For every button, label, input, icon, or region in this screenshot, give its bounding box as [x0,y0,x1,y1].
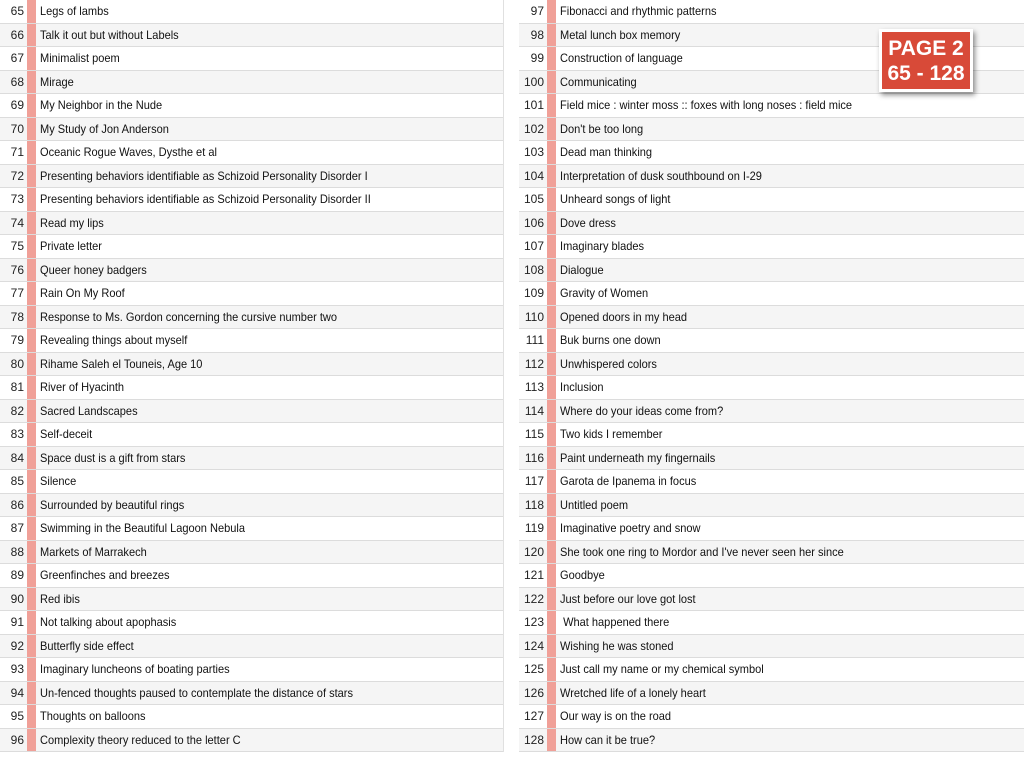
poem-title: Construction of language [560,51,683,66]
row-number: 125 [523,662,544,677]
table-row [519,423,1024,447]
table-row [0,306,503,330]
row-marker-bar [27,0,36,23]
row-marker-bar [27,47,36,70]
poem-title: Queer honey badgers [40,262,147,277]
poem-title: Response to Ms. Gordon concerning the cursive number two [40,309,338,324]
poem-title: Red ibis [40,591,80,606]
table-row [0,541,503,565]
table-row [0,658,503,682]
row-marker-bar [547,165,556,188]
table-row [519,282,1024,306]
table-row [0,212,503,236]
poem-title: Paint underneath my fingernails [560,450,716,465]
table-row [0,564,503,588]
row-marker-bar [547,306,556,329]
row-marker-bar [27,635,36,658]
table-row [519,376,1024,400]
table-row [519,705,1024,729]
row-number: 87 [10,521,24,536]
table-row [0,400,503,424]
row-number: 83 [10,427,24,442]
poem-title: Not talking about apophasis [40,615,177,630]
row-marker-bar [27,94,36,117]
row-number: 119 [524,521,544,536]
row-number: 101 [523,98,544,113]
poem-title: Two kids I remember [560,427,663,442]
table-row [0,188,503,212]
row-number: 95 [10,709,24,724]
row-marker-bar [547,541,556,564]
table-row [519,306,1024,330]
row-number: 91 [10,615,24,630]
page-badge-range: 65 - 128 [887,61,965,85]
row-number: 107 [523,239,544,254]
row-marker-bar [27,24,36,47]
row-number: 106 [523,215,544,230]
poem-title: Just before our love got lost [560,591,696,606]
row-marker-bar [27,118,36,141]
row-number: 104 [523,168,544,183]
table-row [519,353,1024,377]
table-row [519,94,1024,118]
poem-title: Markets of Marrakech [40,544,147,559]
poem-title: My Neighbor in the Nude [40,98,163,113]
row-marker-bar [547,141,556,164]
row-marker-bar [27,353,36,376]
table-row [0,494,503,518]
row-marker-bar [27,588,36,611]
row-marker-bar [547,259,556,282]
row-number: 115 [524,427,544,442]
table-row [0,329,503,353]
table-row [0,682,503,706]
row-number: 122 [523,591,544,606]
poem-title: Swimming in the Beautiful Lagoon Nebula [40,521,245,536]
row-number: 78 [10,309,24,324]
poem-title: Greenfinches and breezes [40,568,170,583]
right-poem-table [519,0,1024,752]
row-number: 124 [523,638,544,653]
row-number: 118 [524,497,544,512]
row-number: 111 [525,333,544,348]
poem-title: My Study of Jon Anderson [40,121,169,136]
row-number: 79 [10,333,24,348]
poem-title: Mirage [40,74,74,89]
row-marker-bar [547,188,556,211]
poem-title: She took one ring to Mordor and I've never seen her since [560,544,844,559]
table-row [0,588,503,612]
row-marker-bar [547,282,556,305]
row-marker-bar [27,400,36,423]
table-row [0,376,503,400]
row-number: 77 [10,286,24,301]
row-marker-bar [547,118,556,141]
table-row [519,141,1024,165]
row-number: 96 [10,732,24,747]
row-number: 85 [10,474,24,489]
row-marker-bar [27,282,36,305]
row-marker-bar [27,71,36,94]
row-number: 70 [10,121,24,136]
row-number: 80 [10,356,24,371]
row-marker-bar [27,447,36,470]
poem-title: Imaginary luncheons of boating parties [40,662,230,677]
table-row [0,235,503,259]
row-number: 108 [523,262,544,277]
poem-title: Rain On My Roof [40,286,125,301]
poem-title: Where do your ideas come from? [560,403,724,418]
table-row [519,329,1024,353]
poem-title: Silence [40,474,77,489]
poem-title: Fibonacci and rhythmic patterns [560,4,717,19]
row-number: 69 [10,98,24,113]
row-marker-bar [547,564,556,587]
poem-title: Untitled poem [560,497,629,512]
row-marker-bar [27,306,36,329]
row-marker-bar [547,329,556,352]
row-marker-bar [27,329,36,352]
row-number: 100 [523,74,544,89]
row-marker-bar [547,353,556,376]
row-number: 128 [523,732,544,747]
row-number: 73 [10,192,24,207]
row-marker-bar [27,729,36,752]
poem-title: Wretched life of a lonely heart [560,685,706,700]
row-marker-bar [547,24,556,47]
poem-title: River of Hyacinth [40,380,125,395]
poem-title: Goodbye [560,568,605,583]
row-marker-bar [547,705,556,728]
row-number: 121 [523,568,544,583]
table-row [519,564,1024,588]
row-number: 68 [10,74,24,89]
row-marker-bar [547,376,556,399]
table-row [0,118,503,142]
poem-title: Buk burns one down [560,333,661,348]
row-marker-bar [547,658,556,681]
table-row [519,470,1024,494]
table-row [0,47,503,71]
table-row [0,517,503,541]
row-marker-bar [547,470,556,493]
poem-title: Opened doors in my head [560,309,688,324]
row-number: 74 [10,215,24,230]
table-row [519,447,1024,471]
row-marker-bar [27,541,36,564]
row-marker-bar [547,235,556,258]
table-row [519,165,1024,189]
poem-title: Space dust is a gift from stars [40,450,186,465]
row-number: 102 [523,121,544,136]
row-number: 88 [10,544,24,559]
row-number: 93 [10,662,24,677]
poem-title: Private letter [40,239,102,254]
row-number: 117 [524,474,544,489]
poem-title: How can it be true? [560,732,656,747]
row-number: 123 [523,615,544,630]
poem-title: Thoughts on balloons [40,709,146,724]
row-marker-bar [547,0,556,23]
table-row [0,470,503,494]
row-marker-bar [27,564,36,587]
poem-title: Garota de Ipanema in focus [560,474,697,489]
table-row [519,541,1024,565]
poem-title: Un-fenced thoughts paused to contemplate the distance of stars [40,685,354,700]
poem-title: Just call my name or my chemical symbol [560,662,764,677]
row-marker-bar [27,423,36,446]
poem-title: Unwhispered colors [560,356,657,371]
table-row [519,588,1024,612]
poem-title: Revealing things about myself [40,333,188,348]
row-number: 71 [10,145,24,160]
row-marker-bar [547,71,556,94]
row-marker-bar [547,682,556,705]
table-row [0,24,503,48]
row-marker-bar [27,470,36,493]
poem-title: Talk it out but without Labels [40,27,179,42]
row-number: 82 [10,403,24,418]
table-row [519,235,1024,259]
poem-title: Dove dress [560,215,616,230]
table-row [519,400,1024,424]
row-marker-bar [547,494,556,517]
table-row [0,447,503,471]
row-number: 97 [530,4,544,19]
left-poem-table [0,0,504,752]
table-row [0,259,503,283]
row-marker-bar [547,611,556,634]
poem-title: Wishing he was stoned [560,638,674,653]
row-marker-bar [547,400,556,423]
row-number: 109 [523,286,544,301]
table-row [519,118,1024,142]
row-marker-bar [27,141,36,164]
poem-title: Gravity of Women [560,286,649,301]
row-number: 66 [10,27,24,42]
row-number: 72 [10,168,24,183]
table-row [0,705,503,729]
table-row [519,517,1024,541]
poem-title: Minimalist poem [40,51,120,66]
row-marker-bar [547,517,556,540]
table-row [0,282,503,306]
row-number: 98 [530,27,544,42]
table-row [519,611,1024,635]
table-row [519,494,1024,518]
row-marker-bar [547,729,556,752]
table-row [519,212,1024,236]
poem-title: Dialogue [560,262,604,277]
row-number: 84 [10,450,24,465]
row-number: 86 [10,497,24,512]
row-marker-bar [27,188,36,211]
row-marker-bar [547,94,556,117]
poem-title: Unheard songs of light [560,192,671,207]
row-number: 94 [10,685,24,700]
poem-title: Interpretation of dusk southbound on I-29 [560,168,762,183]
row-number: 81 [10,380,24,395]
row-number: 67 [10,51,24,66]
row-marker-bar [27,376,36,399]
row-marker-bar [547,635,556,658]
row-marker-bar [27,212,36,235]
row-number: 112 [524,356,544,371]
row-marker-bar [27,235,36,258]
poem-title: Presenting behaviors identifiable as Schizoid Personality Disorder I [40,168,368,183]
row-marker-bar [547,423,556,446]
poem-title: Inclusion [560,380,604,395]
row-number: 76 [10,262,24,277]
poem-title: Self-deceit [40,427,93,442]
page-badge-label: PAGE 2 [888,36,964,60]
poem-title: Sacred Landscapes [40,403,138,418]
table-row [0,0,503,24]
row-number: 105 [523,192,544,207]
table-row [519,729,1024,753]
table-row [519,658,1024,682]
row-number: 120 [523,544,544,559]
poem-title: Presenting behaviors identifiable as Schizoid Personality Disorder II [40,192,371,207]
table-row [519,682,1024,706]
table-row [0,729,503,753]
table-row [519,259,1024,283]
poem-title: Surrounded by beautiful rings [40,497,185,512]
row-marker-bar [547,47,556,70]
poem-title: Imaginary blades [560,239,645,254]
row-marker-bar [27,611,36,634]
row-number: 113 [524,380,544,395]
table-row [0,141,503,165]
row-number: 103 [523,145,544,160]
poem-title: Read my lips [40,215,104,230]
row-marker-bar [27,494,36,517]
row-number: 126 [523,685,544,700]
poem-title: Complexity theory reduced to the letter C [40,732,241,747]
row-marker-bar [27,658,36,681]
row-marker-bar [547,212,556,235]
table-row [0,635,503,659]
page-badge [879,29,973,92]
row-marker-bar [27,517,36,540]
poem-title: Rihame Saleh el Touneis, Age 10 [40,356,203,371]
table-row [0,423,503,447]
row-number: 99 [530,51,544,66]
row-number: 110 [524,309,544,324]
row-marker-bar [27,705,36,728]
row-number: 65 [10,4,24,19]
poem-title: Communicating [560,74,637,89]
poem-title: Butterfly side effect [40,638,134,653]
row-marker-bar [547,447,556,470]
table-row [0,353,503,377]
row-number: 89 [10,568,24,583]
table-row [519,0,1024,24]
row-number: 75 [10,239,24,254]
poem-title: Field mice : winter moss :: foxes with long noses : field mice [560,98,853,113]
row-marker-bar [27,682,36,705]
row-number: 127 [523,709,544,724]
table-row [0,71,503,95]
poem-title: Metal lunch box memory [560,27,681,42]
row-number: 90 [10,591,24,606]
poem-title: Legs of lambs [40,4,109,19]
row-number: 114 [524,403,544,418]
table-row [0,94,503,118]
poem-title: Imaginative poetry and snow [560,521,701,536]
row-number: 92 [10,638,24,653]
poem-title: Dead man thinking [560,145,653,160]
row-marker-bar [547,588,556,611]
poem-title: What happened there [560,615,670,630]
poem-title: Don't be too long [560,121,644,136]
poem-title: Our way is on the road [560,709,672,724]
table-row [0,611,503,635]
row-number: 116 [524,450,544,465]
poem-title: Oceanic Rogue Waves, Dysthe et al [40,145,217,160]
table-row [0,165,503,189]
table-row [519,188,1024,212]
table-row [519,635,1024,659]
row-marker-bar [27,165,36,188]
row-marker-bar [27,259,36,282]
